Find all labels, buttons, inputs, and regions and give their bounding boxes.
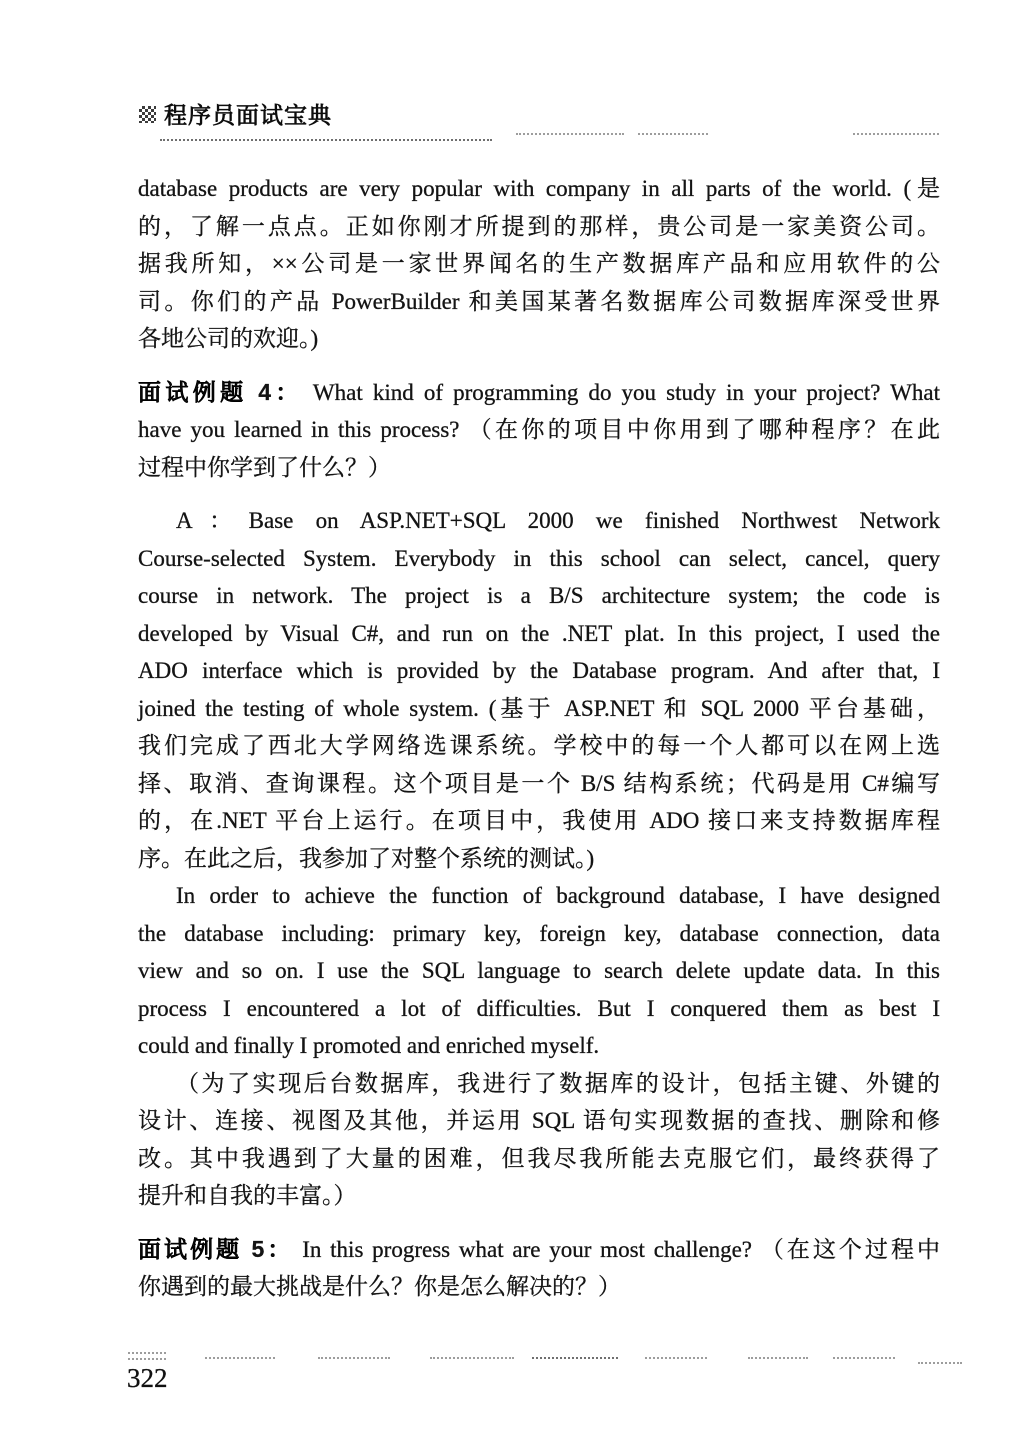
- header-dotted-rule-right: [853, 133, 939, 135]
- question-4-text: What kind of programming do you study in your project? What: [312, 379, 941, 405]
- text-line: developed by Visual C#, and run on the .NET plat. In this project, I used the: [138, 620, 940, 646]
- footer-dotted-segment-1: [205, 1357, 275, 1359]
- text-line: could and finally I promoted and enriched myself.: [138, 1033, 600, 1058]
- text-line: Course-selected System. Everybody in this school can select, cancel, query: [138, 545, 940, 571]
- text-line: 的，在.NET 平台上运行。在项目中，我使用 ADO 接口来支持数据库程: [138, 808, 940, 833]
- question-4-label: 面试例题 4：: [138, 378, 303, 405]
- text-line: 据我所知，××公司是一家世界闻名的生产数据库产品和应用软件的公: [138, 251, 940, 276]
- text-line: course in network. The project is a B/S architecture system; the code is: [138, 583, 940, 608]
- text-line: the database including: primary key, foreign key, database connection, data: [138, 920, 940, 946]
- paragraph-continuation: [138, 170, 940, 358]
- paragraph-answer-4: [138, 502, 940, 877]
- footer-dotted-segment-5: [645, 1357, 707, 1359]
- text-line: 司。你们的产品 PowerBuilder 和美国某著名数据库公司数据库深受世界: [138, 288, 940, 314]
- footer-dotted-segment-7: [833, 1357, 895, 1359]
- text-line: have you learned in this process? （在你的项目中你用到了哪种程序？在此: [138, 417, 940, 442]
- header-dotted-rule-left: [160, 139, 492, 141]
- text-line: joined the testing of whole system. (基于 ASP.NET 和 SQL 2000 平台基础，: [138, 695, 940, 721]
- text-line: （为了实现后台数据库，我进行了数据库的设计，包括主键、外键的: [176, 1070, 940, 1096]
- text-line: process I encountered a lot of difficulties. But I conquered them as best I: [138, 995, 940, 1021]
- paragraph-answer-4-chinese: [138, 1065, 940, 1215]
- text-line: 的，了解一点点。正如你刚才所提到的那样，贵公司是一家美资公司。: [138, 213, 940, 239]
- header-dotted-rule-mid1: [516, 133, 624, 135]
- text-line: [138, 1231, 940, 1269]
- text-line: 各地公司的欢迎。): [138, 326, 319, 351]
- text-line: 过程中你学到了什么？）: [138, 454, 391, 480]
- page-number: 322: [127, 1363, 168, 1393]
- text-line: database products are very popular with company in all parts of the world. (是: [138, 176, 940, 201]
- footer-dotted-segment-3: [430, 1357, 514, 1359]
- footer-dotted-mark-over-pageno: [128, 1352, 166, 1354]
- text-line: view and so on. I use the SQL language to search delete update data. In this: [138, 958, 940, 983]
- text-line: 你遇到的最大挑战是什么？你是怎么解决的？）: [138, 1274, 621, 1299]
- paragraph-question-4: [138, 374, 940, 487]
- text-line: 改。其中我遇到了大量的困难，但我尽我所能去克服它们，最终获得了: [138, 1145, 940, 1171]
- header-dotted-rule-mid2: [638, 133, 708, 135]
- page-header: [139, 102, 941, 142]
- question-5-text: In this progress what are your most challenge? （在这个过程中: [302, 1236, 941, 1262]
- footer-dotted-mark-over-pageno-2: [128, 1358, 166, 1360]
- book-title: 程序员面试宝典: [164, 102, 332, 128]
- paragraph-question-5: [138, 1231, 940, 1306]
- footer-dotted-segment-4: [532, 1357, 618, 1359]
- text-line: A：Base on ASP.NET+SQL 2000 we finished Northwest Network: [176, 508, 940, 533]
- text-line: [138, 374, 940, 412]
- halftone-square-icon: [139, 106, 156, 123]
- text-line: 序。在此之后，我参加了对整个系统的测试。): [138, 845, 595, 871]
- footer-dotted-segment-6: [748, 1357, 808, 1359]
- text-line: 我们完成了西北大学网络选课系统。学校中的每一个人都可以在网上选: [138, 733, 940, 758]
- text-line: 设计、连接、视图及其他，并运用 SQL 语句实现数据的查找、删除和修: [138, 1108, 940, 1133]
- footer-dotted-segment-8: [918, 1362, 962, 1364]
- text-line: 提升和自我的丰富。）: [138, 1183, 357, 1208]
- text-line: 择、取消、查询课程。这个项目是一个 B/S 结构系统；代码是用 C#编写: [138, 770, 940, 796]
- text-line: In order to achieve the function of background database, I have designed: [176, 883, 940, 908]
- question-5-label: 面试例题 5：: [138, 1235, 294, 1262]
- footer-dotted-segment-2: [318, 1357, 390, 1359]
- paragraph-answer-4-english: [138, 877, 940, 1065]
- text-line: ADO interface which is provided by the Database program. And after that, I: [138, 658, 940, 683]
- page-body: [138, 170, 940, 1306]
